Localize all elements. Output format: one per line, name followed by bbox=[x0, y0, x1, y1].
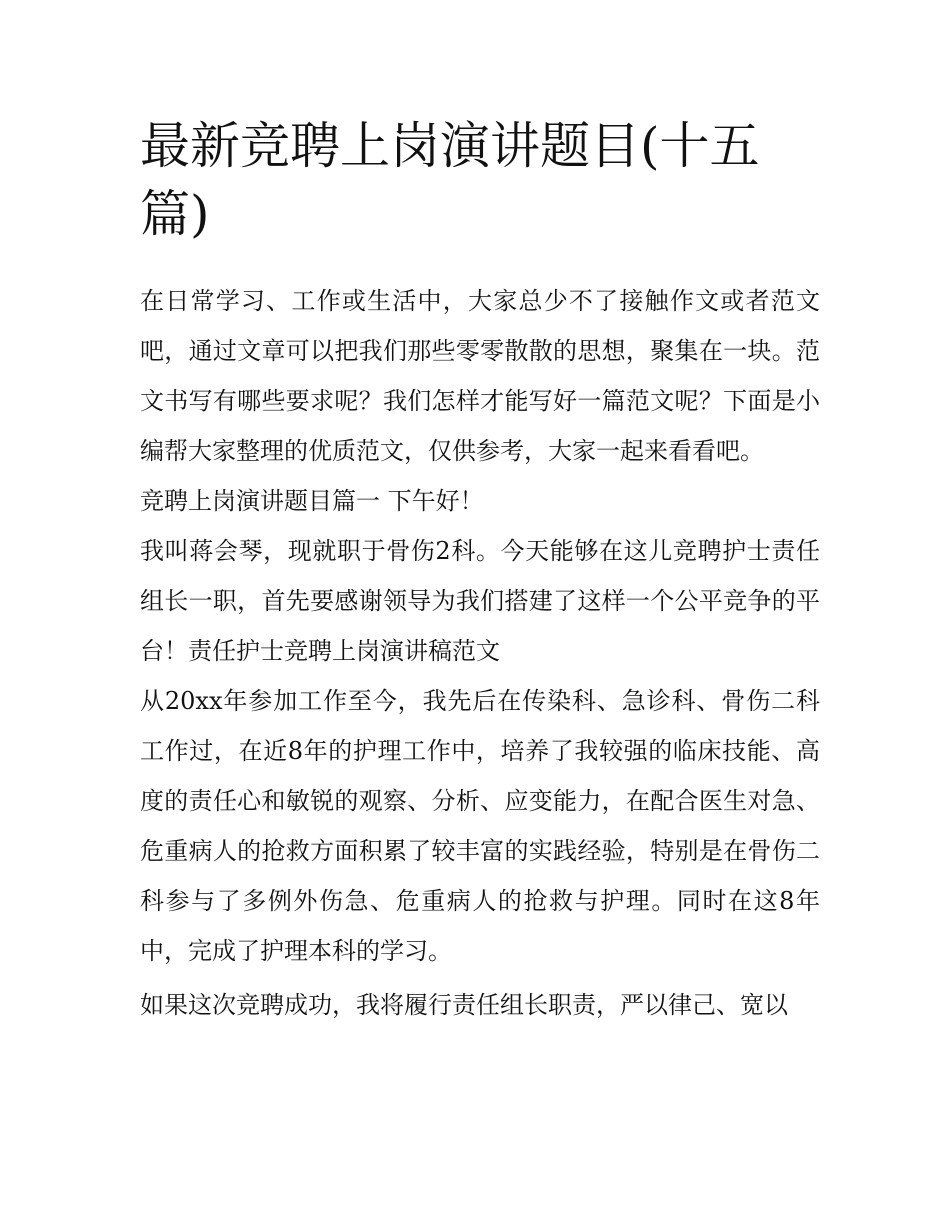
document-body bbox=[140, 276, 820, 1030]
paragraph-intro: 在日常学习、工作或生活中，大家总少不了接触作文或者范文吧，通过文章可以把我们那些零零散散的思想，聚集在一块。范文书写有哪些要求呢？我们怎样才能写好一篇范文呢？下面是小编帮大家整理的优质范文，仅供参考，大家一起来看看吧。 bbox=[140, 287, 820, 465]
document-title: 最新竞聘上岗演讲题目(十五篇) bbox=[140, 117, 760, 243]
paragraph-section-heading: 竞聘上岗演讲题目篇一 下午好！ bbox=[140, 487, 484, 515]
paragraph-commitment: 如果这次竞聘成功，我将履行责任组长职责，严以律己、宽以 bbox=[140, 991, 788, 1019]
paragraph-experience: 从20xx年参加工作至今，我先后在传染科、急诊科、骨伤二科工作过，在近8年的护理工作中，培养了我较强的临床技能、高度的责任心和敏锐的观察、分析、应变能力，在配合医生对急、危重病人的抢救方面积累了较丰富的实践经验，特别是在骨伤二科参与了多例外伤急、危重病人的抢救与护理。同时在这8年中，完成了护理本科的学习。 bbox=[140, 687, 820, 965]
paragraph-self-intro: 我叫蒋会琴，现就职于骨伤2科。今天能够在这儿竞聘护士责任组长一职，首先要感谢领导为我们搭建了这样一个公平竞争的平台！责任护士竞聘上岗演讲稿范文 bbox=[140, 537, 820, 665]
